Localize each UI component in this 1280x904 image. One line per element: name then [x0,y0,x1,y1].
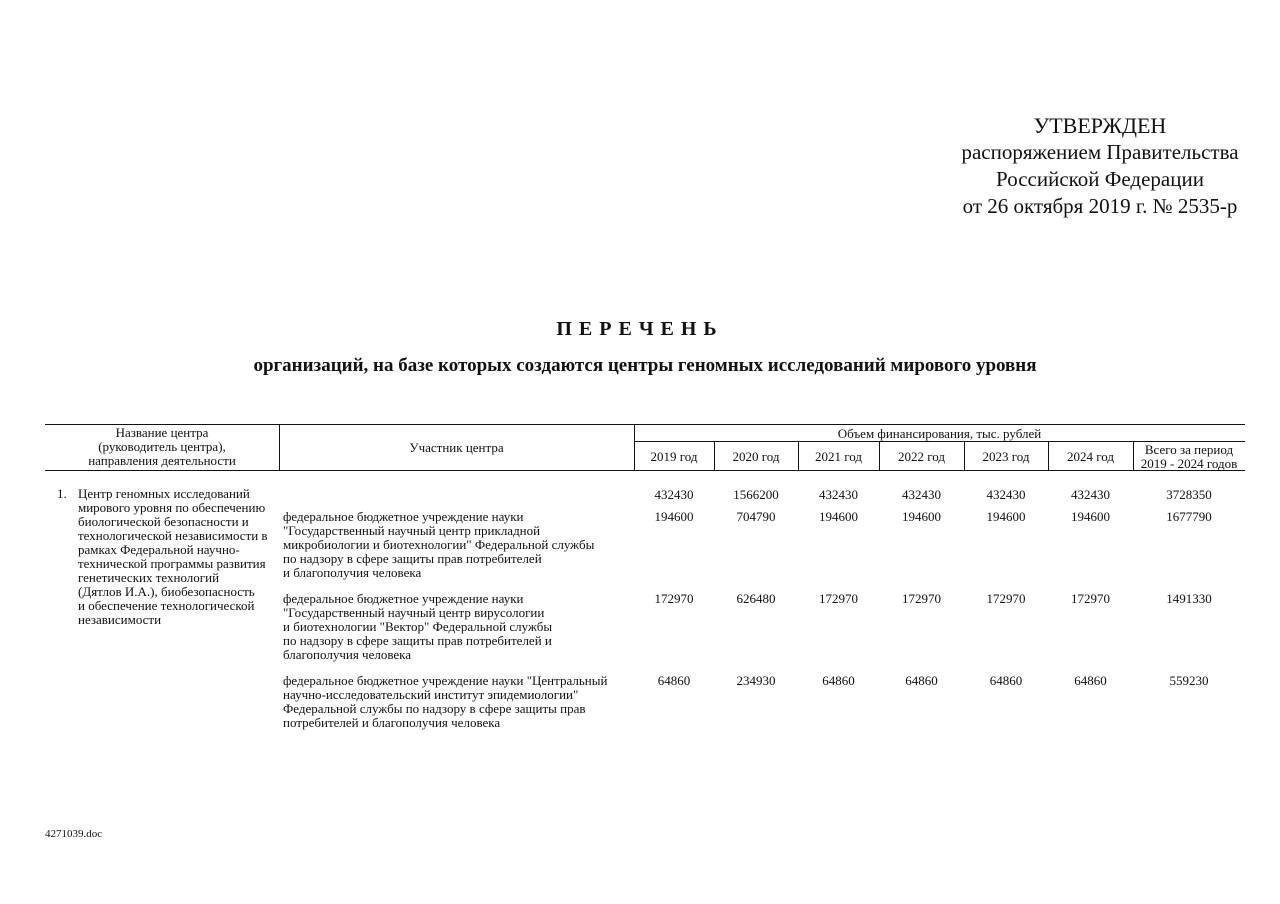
value-2022: 432430 [902,487,941,502]
value-2022: 194600 [902,509,941,524]
header-total: Всего за период 2019 - 2024 годов [1140,442,1238,471]
value-2023: 194600 [986,509,1026,524]
value-2020: 234930 [736,673,776,688]
header-year-2020: 2020 год [732,449,780,464]
participant-name: федеральное бюджетное учреждение науки "Государственный научный центр прикладной микробиологии и биотехнологии" Федеральной службы по надзору в сфере защиты прав потребителей и благополучия человека [283,509,595,580]
value-2023: 172970 [986,591,1026,606]
center-name: Центр геномных исследований мирового уровня по обеспечению биологической безопасности и технологической независимости в рамках Федеральной научно- технической программы развития генетических технологий (Дятлов И.А.), биобезопасность и обеспечение технологической независимости [78,486,268,627]
value-2020: 1566200 [733,487,779,502]
value-2024: 432430 [1071,487,1110,502]
value-total: 3728350 [1166,487,1212,502]
value-2024: 194600 [1071,509,1110,524]
approval-block [940,112,1260,220]
table-header-bottom-rule [45,470,1245,471]
approval-heading: УТВЕРЖДЕН [1033,113,1167,138]
value-2020: 704790 [736,509,776,524]
header-year-2024: 2024 год [1067,449,1114,464]
value-2021: 172970 [819,591,858,606]
document-file-reference: 4271039.doc [45,828,103,840]
header-year-2021: 2021 год [815,449,862,464]
value-2023: 64860 [989,673,1023,688]
value-2019: 432430 [654,487,694,502]
value-2019: 172970 [654,591,694,606]
value-2019: 64860 [657,673,691,688]
participant-name: федеральное бюджетное учреждение науки "Центральный научно-исследовательский институт эпидемиологии" Федеральной службы по надзору в сфере защиты прав потребителей и благополучия человека [283,673,608,730]
value-2024: 64860 [1074,673,1107,688]
value-2022: 64860 [905,673,938,688]
document-subtitle: организаций, на базе которых создаются центры геномных исследований мирового уровня [253,355,1037,376]
value-total: 559230 [1169,673,1209,688]
row-number: 1. [57,486,67,501]
value-total: 1677790 [1166,509,1212,524]
header-year-2023: 2023 год [982,449,1030,464]
value-2022: 172970 [902,591,941,606]
value-2024: 172970 [1071,591,1110,606]
document-title: ПЕРЕЧЕНЬ [556,318,724,340]
value-total: 1491330 [1166,591,1212,606]
header-funding: Объем финансирования, тыс. рублей [837,426,1042,441]
value-2021: 194600 [819,509,858,524]
value-2021: 64860 [822,673,855,688]
header-year-2022: 2022 год [898,449,945,464]
table-top-rule [45,424,1245,425]
header-participant: Участник центра [409,440,504,455]
value-2019: 194600 [654,509,694,524]
header-year-2019: 2019 год [650,449,698,464]
approval-line-government: Российской Федерации [996,167,1204,191]
approval-line-order: распоряжением Правительства [961,140,1239,164]
approval-line-date: от 26 октября 2019 г. № 2535-р [962,194,1238,218]
value-2020: 626480 [736,591,776,606]
value-2021: 432430 [819,487,858,502]
header-center-name: Название центра (руководитель центра), направления деятельности [88,425,236,468]
value-2023: 432430 [986,487,1026,502]
participant-name: федеральное бюджетное учреждение науки "Государственный научный центр вирусологии и биотехнологии "Вектор" Федеральной службы по надзору в сфере защиты прав потребителей и благополучия человека [283,591,553,662]
